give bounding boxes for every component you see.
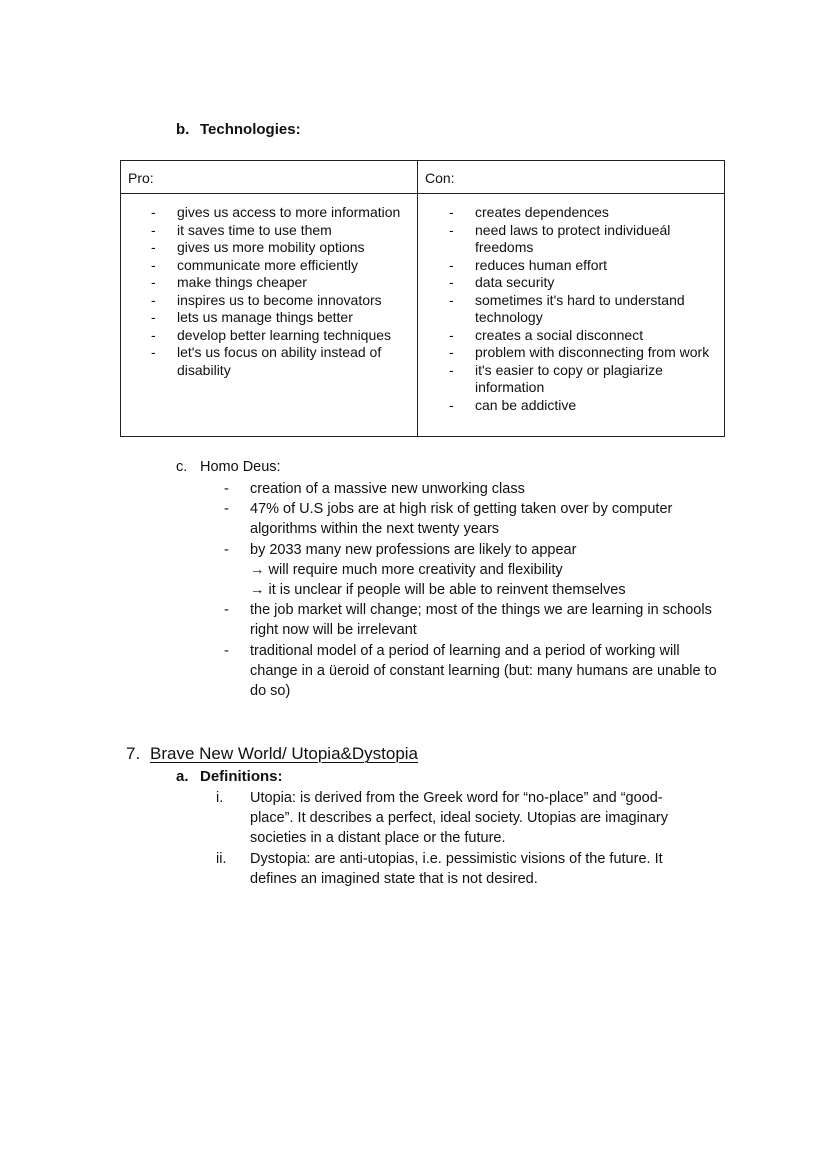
pro-item: - make things cheaper [151,274,406,292]
con-header: Con: [425,170,455,186]
con-item: - data security [449,274,711,292]
con-item: - need laws to protect individueál freedoms [449,222,711,257]
heading-marker: c. [176,459,188,475]
definition-item [216,788,696,849]
pro-header: Pro: [128,170,154,186]
definitions-list [216,788,696,889]
pro-item: - gives us more mobility options [151,239,406,257]
con-item: - creates dependences [449,204,711,222]
pro-list [151,204,406,379]
con-list [449,204,711,414]
heading-title: Homo Deus: [200,459,281,475]
con-item: - can be addictive [449,397,711,415]
sub-point: → it is unclear if people will be able to reinvent themselves [250,582,626,599]
con-item: - reduces human effort [449,257,711,275]
con-item: - creates a social disconnect [449,327,711,345]
definition-text: Utopia: is derived from the Greek word for “no-place” and “good-place”. It describes a perfect, ideal society. Utopias are imaginary societies in a distant place or the future. [250,790,669,847]
definitions-heading [176,768,283,785]
con-item: - it's easier to copy or plagiarize information [449,362,711,397]
pro-item: - inspires us to become innovators [151,292,406,310]
heading-marker: b. [176,121,190,138]
section-number: 7. [126,744,141,763]
table-header-divider [121,193,724,194]
heading-title: Technologies: [200,121,301,138]
list-item: - the job market will change; most of the things we are learning in schools right now will be irrelevant [224,600,726,640]
pro-item: - gives us access to more information [151,204,406,222]
pro-item: - let's us focus on ability instead of disability [151,344,406,379]
list-item: - traditional model of a period of learning and a period of working will change in a üeroid of constant learning (but: many humans are unable to do so) [224,641,726,702]
list-item: - 47% of U.S jobs are at high risk of getting taken over by computer algorithms within the next twenty years [224,499,726,539]
pro-item: - communicate more efficiently [151,257,406,275]
list-item: - creation of a massive new unworking class [224,479,726,499]
roman-numeral: ii. [216,850,227,867]
homo-deus-list [224,479,726,701]
pro-item: - lets us manage things better [151,309,406,327]
pro-item: - it saves time to use them [151,222,406,240]
pro-con-table [120,160,725,437]
section-title-text: Brave New World/ Utopia&Dystopia [150,744,419,763]
technologies-heading [176,121,301,138]
section-7-title [126,744,418,764]
definition-item [216,849,696,889]
table-column-divider [417,161,418,436]
pro-item: - develop better learning techniques [151,327,406,345]
con-item: - problem with disconnecting from work [449,344,711,362]
list-item: - by 2033 many new professions are likely to appear [224,540,726,560]
homo-deus-heading [176,459,281,475]
roman-numeral: i. [216,790,224,806]
heading-marker: a. [176,768,189,785]
definition-text: Dystopia: are anti-utopias, i.e. pessimistic visions of the future. It defines an imagined state that is not desired. [250,850,663,887]
heading-title: Definitions: [200,768,283,785]
sub-point: → will require much more creativity and flexibility [250,561,563,578]
con-item: - sometimes it's hard to understand technology [449,292,711,327]
